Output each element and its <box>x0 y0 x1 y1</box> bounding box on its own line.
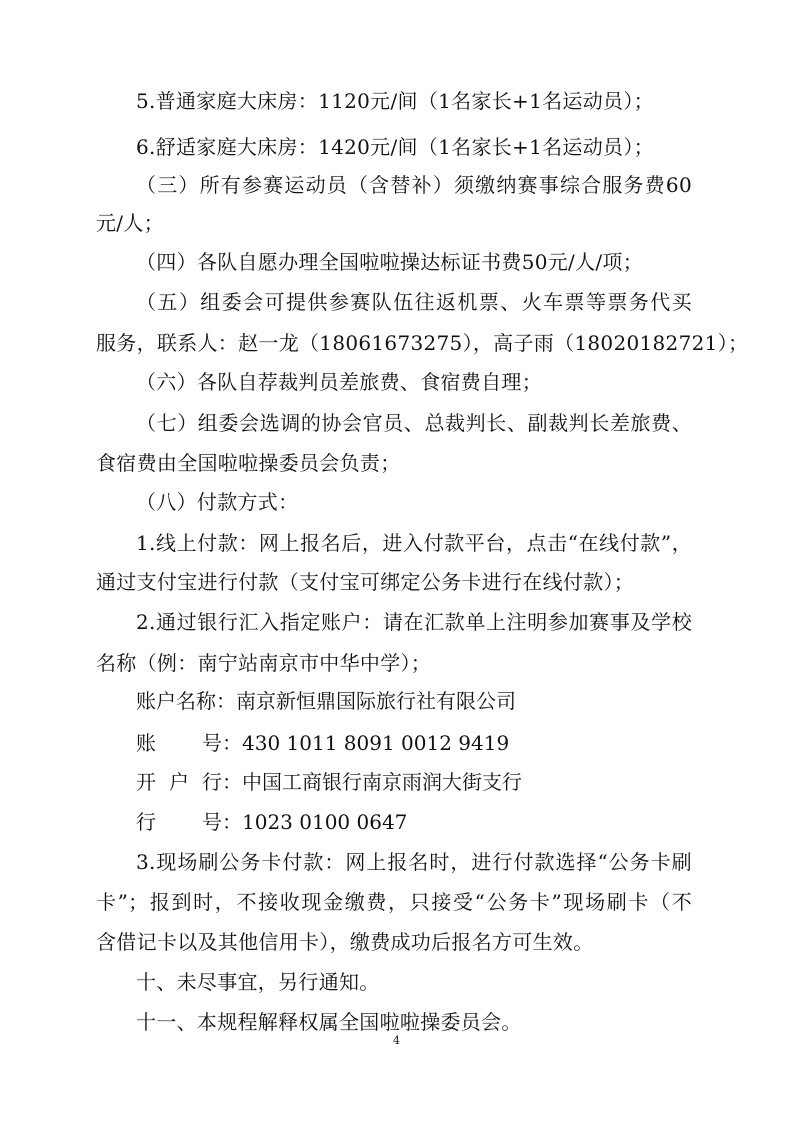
line-payment-1-cont: 通过支付宝进行付款（支付宝可绑定公务卡进行在线付款）； <box>96 570 635 594</box>
account-code-label-1: 行 <box>136 810 156 834</box>
page-number: 4 <box>393 1034 400 1047</box>
account-name-row <box>136 688 516 714</box>
line-section-4: （四）各队自愿办理全国啦啦操达标证书费50元/人/项； <box>136 250 644 274</box>
account-bank-row <box>136 769 522 795</box>
account-name-label: 账户名称： <box>136 689 236 713</box>
account-number-label-2: 号： <box>202 731 242 755</box>
line-section-8: （八）付款方式： <box>136 490 299 514</box>
line-section-7-cont: 食宿费由全国啦啦操委员会负责； <box>96 451 401 475</box>
account-bank-value: 中国工商银行南京雨润大街支行 <box>242 770 522 794</box>
line-section-6: （六）各队自荐裁判员差旅费、食宿费自理； <box>136 370 542 394</box>
line-section-5-cont: 服务，联系人：赵一龙（18061673275），高子雨（18020182721）； <box>96 331 749 355</box>
line-room-type-5: 5.普通家庭大床房：1120元/间（1名家长+1名运动员）； <box>136 89 654 113</box>
line-section-3: （三）所有参赛运动员（含替补）须缴纳赛事综合服务费60 <box>136 173 692 197</box>
line-payment-3: 3.现场刷公务卡付款：网上报名时，进行付款选择“公务卡刷 <box>136 850 692 874</box>
line-section-10: 十、未尽事宜，另行通知。 <box>136 970 380 994</box>
line-room-type-6: 6.舒适家庭大床房：1420元/间（1名家长+1名运动员）； <box>136 135 654 159</box>
line-section-5: （五）组委会可提供参赛队伍往返机票、火车票等票务代买 <box>136 290 692 314</box>
account-number-label-1: 账 <box>136 731 156 755</box>
line-section-11: 十一、本规程解释权属全国啦啦操委员会。 <box>136 1010 522 1034</box>
line-section-7: （七）组委会选调的协会官员、总裁判长、副裁判长差旅费、 <box>136 411 692 435</box>
line-payment-2: 2.通过银行汇入指定账户：请在汇款单上注明参加赛事及学校 <box>136 610 692 634</box>
account-bank-label-1: 开 <box>136 770 156 794</box>
account-number-value: 430 1011 8091 0012 9419 <box>242 731 510 755</box>
account-name-value: 南京新恒鼎国际旅行社有限公司 <box>236 689 516 713</box>
line-payment-1: 1.线上付款：网上报名后，进入付款平台，点击“在线付款”， <box>136 531 692 555</box>
account-code-row <box>136 809 407 835</box>
account-code-value: 1023 0100 0647 <box>242 810 408 834</box>
line-section-3-cont: 元/人； <box>96 211 164 235</box>
account-number-row <box>136 730 509 756</box>
line-payment-3-cont: 卡”；报到时，不接收现金缴费，只接受“公务卡”现场刷卡（不 <box>96 890 692 914</box>
account-code-label-2: 号： <box>202 810 242 834</box>
account-bank-label-3: 行： <box>202 770 242 794</box>
account-bank-label-2: 户 <box>169 770 189 794</box>
line-payment-3-end: 含借记卡以及其他信用卡），缴费成功后报名方可生效。 <box>96 930 594 954</box>
line-payment-2-cont: 名称（例：南宁站南京市中华中学）； <box>96 651 432 675</box>
